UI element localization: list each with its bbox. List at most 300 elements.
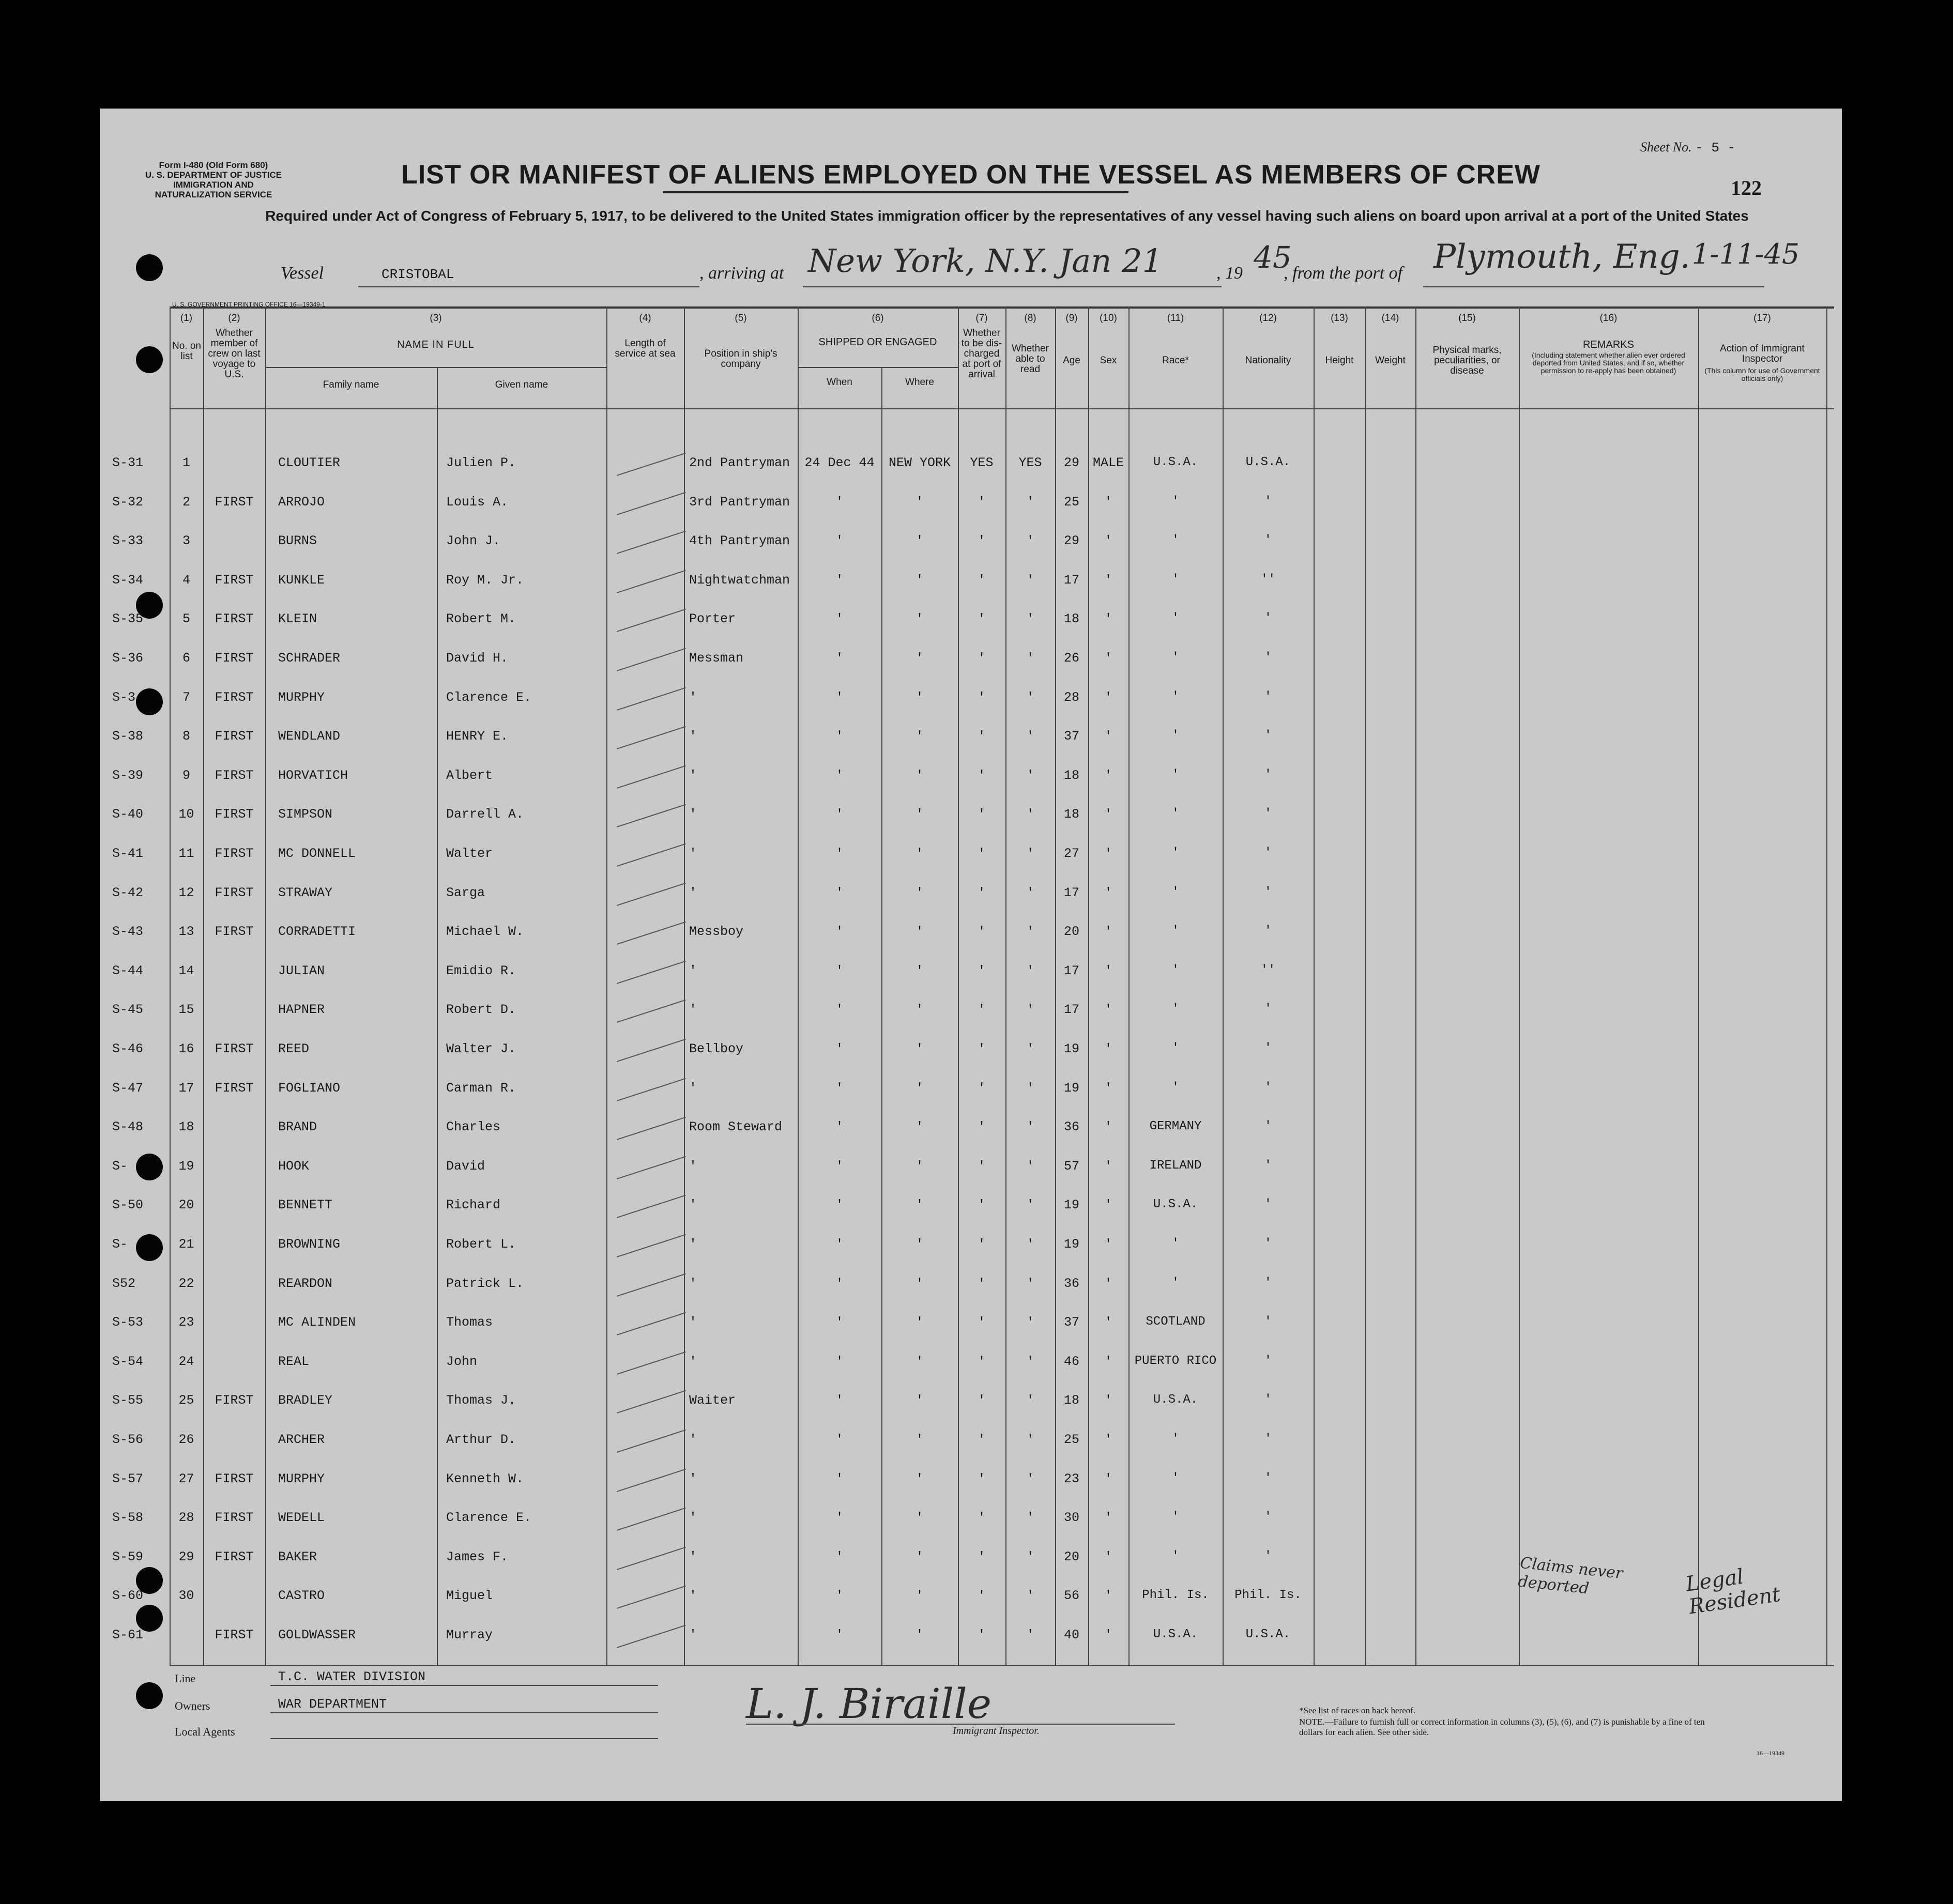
row-nationality: '	[1264, 1393, 1272, 1407]
row-sex: '	[1104, 1237, 1112, 1252]
row-sex: '	[1104, 846, 1112, 861]
col-divider	[1055, 306, 1056, 1666]
manifest-date: 1-11-45	[1692, 238, 1800, 270]
row-race: '	[1171, 572, 1180, 587]
row-sex: '	[1104, 1393, 1112, 1408]
row-given-name: Albert	[446, 767, 493, 783]
row-race: '	[1171, 1510, 1180, 1525]
form-code: 16—19349	[1757, 1749, 1784, 1757]
row-position: '	[689, 1158, 697, 1174]
row-race: U.S.A.	[1153, 1197, 1198, 1212]
row-sex: '	[1104, 885, 1112, 900]
row-age: 18	[1063, 1393, 1079, 1408]
row-number: 3	[182, 533, 190, 549]
row-position: '	[689, 767, 697, 783]
row-nationality: '	[1264, 1158, 1272, 1173]
row-sex: '	[1104, 729, 1112, 744]
row-when: '	[835, 1627, 844, 1642]
vessel-name: CRISTOBAL	[382, 267, 454, 282]
row-given-name: Thomas J.	[446, 1393, 516, 1408]
shipped-split-rule	[798, 367, 958, 368]
row-number: 25	[178, 1393, 194, 1408]
row-number: 1	[182, 455, 190, 470]
service-tick-mark	[617, 804, 686, 827]
header-name-in-full: NAME IN FULL	[397, 339, 475, 350]
row-family-name: BROWNING	[278, 1237, 341, 1252]
service-tick-mark	[617, 1625, 686, 1648]
row-when: '	[835, 1158, 844, 1174]
col-num: (2)	[228, 313, 240, 324]
row-family-name: ARROJO	[278, 494, 325, 510]
row-position: '	[689, 885, 697, 900]
row-age: 17	[1063, 1002, 1079, 1018]
port-underline	[1423, 286, 1764, 287]
row-sex: '	[1104, 1002, 1112, 1018]
row-given-name: Robert M.	[446, 611, 516, 627]
row-margin-ref: S-47	[112, 1080, 144, 1096]
row-last-voyage: FIRST	[215, 1080, 254, 1096]
row-discharged: '	[978, 1197, 986, 1213]
row-where: '	[916, 1627, 924, 1642]
row-nationality: '	[1264, 846, 1272, 860]
row-when: '	[835, 1354, 844, 1369]
row-number: 22	[178, 1276, 194, 1291]
row-sex: '	[1104, 1588, 1112, 1604]
row-discharged: '	[978, 1002, 986, 1018]
row-position: Nightwatchman	[689, 572, 790, 588]
row-age: 19	[1063, 1197, 1079, 1213]
row-number: 4	[182, 572, 190, 588]
row-able-read: '	[1026, 1080, 1034, 1096]
inspector-signature: L. J. Biraille	[746, 1680, 992, 1728]
row-sex: '	[1104, 1080, 1112, 1096]
row-discharged: '	[978, 651, 986, 666]
arriving-label: , arriving at	[699, 264, 784, 283]
row-race: '	[1171, 1080, 1180, 1095]
sheet-value: - 5 -	[1695, 140, 1736, 156]
row-family-name: REAL	[278, 1354, 310, 1369]
col-divider	[798, 306, 799, 1666]
agents-label: Local Agents	[175, 1725, 235, 1738]
row-age: 57	[1063, 1158, 1079, 1174]
service-tick-mark	[617, 648, 686, 671]
row-when: '	[835, 1276, 844, 1291]
row-able-read: '	[1026, 1158, 1034, 1174]
row-race: IRELAND	[1149, 1158, 1202, 1173]
row-margin-ref: S-39	[112, 767, 144, 783]
row-when: '	[835, 533, 844, 549]
row-family-name: BENNETT	[278, 1197, 333, 1213]
row-family-name: BRADLEY	[278, 1393, 333, 1408]
row-given-name: Darrell A.	[446, 807, 524, 822]
page-number: 122	[1731, 176, 1762, 199]
col-divider	[1005, 306, 1006, 1666]
row-sex: '	[1104, 1432, 1112, 1447]
row-able-read: '	[1026, 1471, 1034, 1486]
row-last-voyage: FIRST	[215, 494, 254, 510]
row-number: 24	[178, 1354, 194, 1369]
col-num: (11)	[1167, 313, 1184, 324]
row-discharged: '	[978, 1588, 986, 1604]
row-where: '	[916, 1510, 924, 1526]
row-number: 23	[178, 1315, 194, 1330]
service-tick-mark	[617, 1430, 686, 1453]
row-nationality: '	[1264, 1197, 1272, 1212]
row-nationality: '	[1264, 1354, 1272, 1368]
row-position: '	[689, 1354, 697, 1369]
row-nationality: '	[1264, 1471, 1272, 1485]
row-position: '	[689, 1588, 697, 1604]
service-tick-mark	[617, 687, 686, 710]
row-margin-ref: S-41	[112, 846, 144, 861]
row-able-read: '	[1026, 1354, 1034, 1369]
row-race: '	[1171, 689, 1180, 704]
service-tick-mark	[617, 922, 686, 945]
row-margin-ref: S-42	[112, 885, 144, 900]
row-age: 46	[1063, 1354, 1079, 1369]
row-when: '	[835, 572, 844, 588]
row-where: '	[916, 1393, 924, 1408]
header-age: Age	[1063, 355, 1080, 366]
header-remarks-note: (Including statement whether alien ever ordered deported from United States, and if so, whether permission to re-apply has been obtained)	[1532, 351, 1685, 375]
service-tick-mark	[617, 1234, 686, 1257]
row-where: '	[916, 651, 924, 666]
row-given-name: Patrick L.	[446, 1276, 524, 1291]
row-sex: '	[1104, 1315, 1112, 1330]
row-last-voyage: FIRST	[215, 651, 254, 666]
row-where: '	[916, 1549, 924, 1564]
row-given-name: Clarence E.	[446, 1510, 532, 1526]
row-number: 27	[178, 1471, 194, 1486]
row-race: '	[1171, 1237, 1180, 1251]
row-position: '	[689, 1510, 697, 1526]
row-discharged: '	[978, 924, 986, 940]
row-margin-ref: S-31	[112, 455, 144, 470]
row-number: 14	[178, 963, 194, 978]
row-when: '	[835, 689, 844, 705]
row-age: 28	[1063, 689, 1079, 705]
row-margin-ref: S-38	[112, 729, 144, 744]
service-tick-mark	[617, 726, 686, 749]
row-position: '	[689, 1002, 697, 1018]
row-where: '	[916, 611, 924, 627]
row-nationality: '	[1264, 1080, 1272, 1095]
service-tick-mark	[617, 843, 686, 867]
row-family-name: REED	[278, 1041, 310, 1056]
row-last-voyage: FIRST	[215, 1510, 254, 1526]
row-family-name: HORVATICH	[278, 767, 348, 783]
row-nationality: '	[1264, 1549, 1272, 1563]
year-prefix: , 19	[1216, 264, 1243, 283]
header-nationality: Nationality	[1245, 355, 1291, 366]
row-given-name: Robert D.	[446, 1002, 516, 1018]
row-race: GERMANY	[1149, 1119, 1202, 1134]
col-num: (16)	[1599, 313, 1618, 324]
row-position: Messboy	[689, 924, 744, 940]
row-where: '	[916, 1276, 924, 1291]
service-tick-mark	[617, 1352, 686, 1375]
action-annotation: Legal Resident	[1684, 1564, 1782, 1619]
row-when: '	[835, 1119, 844, 1135]
col-divider	[1826, 306, 1827, 1666]
row-discharged: '	[978, 1158, 986, 1174]
row-given-name: Emidio R.	[446, 963, 516, 978]
row-discharged: '	[978, 1080, 986, 1096]
row-family-name: JULIAN	[278, 963, 325, 978]
row-position: '	[689, 1432, 697, 1447]
row-able-read: '	[1026, 1237, 1034, 1252]
row-sex: MALE	[1092, 455, 1124, 470]
agents-underline	[270, 1738, 658, 1739]
row-margin-ref: S-50	[112, 1197, 144, 1213]
row-nationality: ''	[1260, 963, 1276, 977]
col-num: (17)	[1753, 313, 1771, 324]
row-age: 17	[1063, 963, 1079, 978]
row-given-name: Clarence E.	[446, 689, 532, 705]
row-race: SCOTLAND	[1146, 1315, 1206, 1329]
page-subtitle: Required under Act of Congress of February 5, 1917, to be delivered to the United States immigration officer by the representatives of any vessel having such aliens on board upon arrival at a port of the United States	[265, 208, 1749, 224]
col-divider	[265, 306, 266, 1666]
row-family-name: FOGLIANO	[278, 1080, 341, 1096]
row-nationality: '	[1264, 494, 1272, 509]
row-family-name: KUNKLE	[278, 572, 325, 588]
row-margin-ref: S-56	[112, 1432, 144, 1447]
punch-hole	[136, 346, 163, 373]
row-age: 19	[1063, 1041, 1079, 1056]
row-number: 30	[178, 1588, 194, 1604]
owners-value: WAR DEPARTMENT	[278, 1697, 387, 1712]
col-num: (7)	[975, 313, 988, 324]
row-sex: '	[1104, 767, 1112, 783]
row-discharged: YES	[970, 455, 994, 470]
row-race: '	[1171, 533, 1180, 548]
header-where: Where	[905, 377, 934, 388]
row-nationality: '	[1264, 533, 1272, 548]
row-family-name: CORRADETTI	[278, 924, 356, 940]
line-label: Line	[175, 1672, 196, 1685]
row-sex: '	[1104, 924, 1112, 940]
row-able-read: '	[1026, 611, 1034, 627]
row-race: '	[1171, 807, 1180, 821]
row-where: '	[916, 1041, 924, 1056]
row-discharged: '	[978, 1315, 986, 1330]
row-position: '	[689, 1276, 697, 1291]
row-age: 20	[1063, 924, 1079, 940]
row-sex: '	[1104, 1197, 1112, 1213]
row-position: '	[689, 963, 697, 978]
row-age: 25	[1063, 494, 1079, 510]
row-position: '	[689, 1080, 697, 1096]
row-given-name: HENRY E.	[446, 729, 509, 744]
signature-underline	[746, 1724, 1175, 1725]
row-discharged: '	[978, 767, 986, 783]
row-margin-ref: S-54	[112, 1354, 144, 1369]
row-family-name: KLEIN	[278, 611, 317, 627]
inspector-label: Immigrant Inspector.	[953, 1725, 1040, 1737]
row-age: 37	[1063, 1315, 1079, 1330]
col-num: (13)	[1331, 313, 1348, 324]
row-margin-ref: S-44	[112, 963, 144, 978]
row-when: '	[835, 807, 844, 822]
row-able-read: '	[1026, 1510, 1034, 1526]
row-margin-ref: S-34	[112, 572, 144, 588]
row-race: '	[1171, 1432, 1180, 1446]
row-given-name: John J.	[446, 533, 501, 549]
row-when: '	[835, 1393, 844, 1408]
row-age: 25	[1063, 1432, 1079, 1447]
row-last-voyage: FIRST	[215, 1041, 254, 1056]
row-given-name: David H.	[446, 651, 509, 666]
service-tick-mark	[617, 1586, 686, 1609]
row-number: 6	[182, 651, 190, 666]
owners-label: Owners	[175, 1699, 210, 1712]
row-number: 26	[178, 1432, 194, 1447]
col-divider	[170, 306, 171, 1666]
row-given-name: John	[446, 1354, 478, 1369]
row-where: '	[916, 1197, 924, 1213]
row-where: '	[916, 572, 924, 588]
row-nationality: '	[1264, 1041, 1272, 1055]
service-tick-mark	[617, 1117, 686, 1140]
service-tick-mark	[617, 1468, 686, 1492]
row-last-voyage: FIRST	[215, 767, 254, 783]
col-num: (15)	[1458, 313, 1476, 324]
row-nationality: '	[1264, 767, 1272, 782]
row-sex: '	[1104, 807, 1112, 822]
row-age: 18	[1063, 611, 1079, 627]
col-num: (14)	[1381, 313, 1399, 324]
row-last-voyage: FIRST	[215, 846, 254, 861]
row-family-name: MC DONNELL	[278, 846, 356, 861]
vessel-underline	[358, 286, 699, 287]
year-value: 45	[1254, 240, 1292, 275]
row-position: '	[689, 1627, 697, 1642]
row-position: '	[689, 1315, 697, 1330]
row-where: '	[916, 924, 924, 940]
col-divider	[1698, 306, 1699, 1666]
row-number: 12	[178, 885, 194, 900]
row-given-name: Murray	[446, 1627, 493, 1642]
row-able-read: '	[1026, 572, 1034, 588]
row-family-name: STRAWAY	[278, 885, 333, 900]
row-able-read: '	[1026, 1002, 1034, 1018]
row-where: '	[916, 846, 924, 861]
row-number: 29	[178, 1549, 194, 1564]
row-sex: '	[1104, 533, 1112, 549]
row-position: Bellboy	[689, 1041, 744, 1056]
row-age: 40	[1063, 1627, 1079, 1642]
row-discharged: '	[978, 885, 986, 900]
row-number: 16	[178, 1041, 194, 1056]
row-where: '	[916, 885, 924, 900]
row-given-name: Roy M. Jr.	[446, 572, 524, 588]
row-age: 19	[1063, 1237, 1079, 1252]
row-where: '	[916, 494, 924, 510]
row-able-read: '	[1026, 651, 1034, 666]
row-last-voyage: FIRST	[215, 885, 254, 900]
row-age: 36	[1063, 1276, 1079, 1291]
col-num: (5)	[735, 313, 747, 324]
col-divider	[1365, 306, 1366, 1666]
row-margin-ref: S-59	[112, 1549, 144, 1564]
row-given-name: Robert L.	[446, 1237, 516, 1252]
row-number: 21	[178, 1237, 194, 1252]
row-number: 10	[178, 807, 194, 822]
service-name: IMMIGRATION AND NATURALIZATION SERVICE	[155, 180, 272, 199]
row-when: '	[835, 767, 844, 783]
row-able-read: '	[1026, 533, 1034, 549]
remarks-annotation: Claims never deported	[1517, 1554, 1624, 1598]
row-race: '	[1171, 1471, 1180, 1485]
row-when: '	[835, 1588, 844, 1604]
row-discharged: '	[978, 1393, 986, 1408]
row-when: '	[835, 1510, 844, 1526]
row-nationality: '	[1264, 1119, 1272, 1134]
row-family-name: BURNS	[278, 533, 317, 549]
row-last-voyage: FIRST	[215, 1471, 254, 1486]
manifest-sheet	[100, 109, 1842, 1801]
row-given-name: Charles	[446, 1119, 501, 1135]
row-nationality: '	[1264, 1315, 1272, 1329]
row-family-name: WEDELL	[278, 1510, 325, 1526]
row-age: 17	[1063, 572, 1079, 588]
row-where: '	[916, 1588, 924, 1604]
row-where: '	[916, 689, 924, 705]
row-age: 17	[1063, 885, 1079, 900]
col-num: (10)	[1100, 313, 1117, 324]
row-where: '	[916, 1119, 924, 1135]
row-able-read: '	[1026, 767, 1034, 783]
row-last-voyage: FIRST	[215, 729, 254, 744]
col-num: (8)	[1024, 313, 1036, 324]
row-when: '	[835, 963, 844, 978]
punch-hole	[136, 1682, 163, 1709]
row-when: '	[835, 924, 844, 940]
row-number: 13	[178, 924, 194, 940]
row-margin-ref: S-32	[112, 494, 144, 510]
col-divider	[684, 306, 685, 1666]
row-position: Porter	[689, 611, 736, 627]
row-when: '	[835, 1197, 844, 1213]
row-nationality: '	[1264, 1237, 1272, 1251]
row-sex: '	[1104, 1510, 1112, 1526]
row-discharged: '	[978, 611, 986, 627]
header-height: Height	[1325, 355, 1354, 366]
header-able-read: Whether able to read	[1012, 343, 1049, 375]
row-race: '	[1171, 611, 1180, 626]
row-race: U.S.A.	[1153, 455, 1198, 469]
row-where: '	[916, 1158, 924, 1174]
row-number: 18	[178, 1119, 194, 1135]
row-discharged: '	[978, 533, 986, 549]
row-margin-ref: S-61	[112, 1627, 144, 1642]
row-discharged: '	[978, 1354, 986, 1369]
col-num: (6)	[872, 313, 884, 324]
row-when: '	[835, 1080, 844, 1096]
row-position: '	[689, 1237, 697, 1252]
row-able-read: '	[1026, 1393, 1034, 1408]
page-title: LIST OR MANIFEST OF ALIENS EMPLOYED ON THE VESSEL AS MEMBERS OF CREW	[401, 160, 1540, 190]
row-family-name: HAPNER	[278, 1002, 325, 1018]
row-age: 30	[1063, 1510, 1079, 1526]
printing-office: U. S. GOVERNMENT PRINTING OFFICE 16—19349-1	[172, 301, 326, 308]
row-able-read: '	[1026, 1627, 1034, 1642]
header-action: Action of Immigrant Inspector	[1720, 343, 1805, 364]
row-position: Messman	[689, 651, 744, 666]
row-when: '	[835, 494, 844, 510]
row-margin-ref: S-43	[112, 924, 144, 940]
row-position: 3rd Pantryman	[689, 494, 790, 510]
